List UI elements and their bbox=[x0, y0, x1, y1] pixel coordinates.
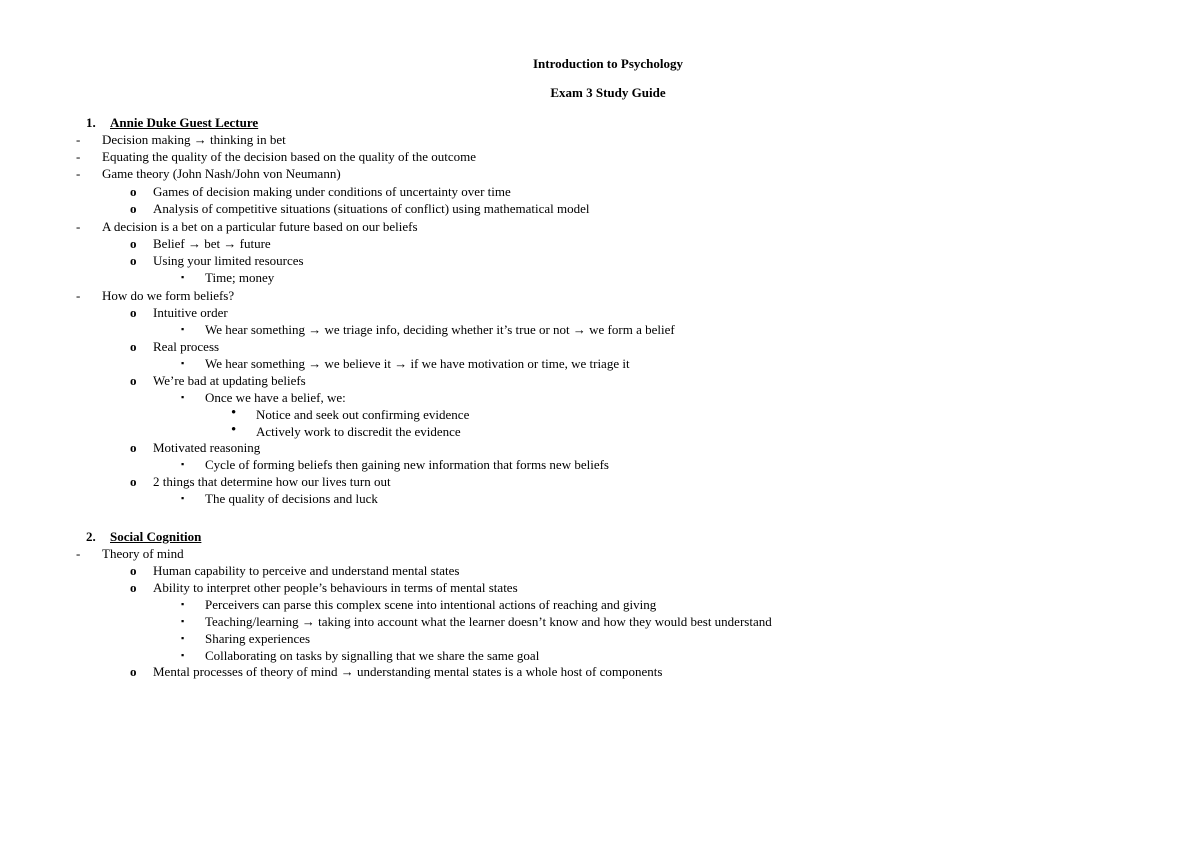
outline-item-l2 bbox=[0, 473, 1200, 490]
outline-item-l4 bbox=[0, 423, 1200, 440]
item-text: Belief → bet → future bbox=[153, 236, 271, 251]
bullet-marker: o bbox=[130, 339, 137, 354]
bullet-marker: - bbox=[76, 288, 81, 303]
outline-item-l3 bbox=[0, 647, 1200, 664]
outline-item-l1 bbox=[0, 218, 1200, 235]
bullet-marker: ▪ bbox=[181, 459, 185, 469]
section-title: Social Cognition bbox=[110, 529, 202, 544]
item-text: Cycle of forming beliefs then gaining new information that forms new beliefs bbox=[205, 457, 609, 472]
outline-item-l2 bbox=[0, 439, 1200, 456]
bullet-marker: o bbox=[130, 440, 137, 455]
item-text: Decision making → thinking in bet bbox=[102, 132, 286, 147]
outline-item-l1 bbox=[0, 287, 1200, 304]
bullet-marker: - bbox=[76, 219, 81, 234]
outline-item-l3 bbox=[0, 269, 1200, 286]
bullet-marker: ▪ bbox=[181, 616, 185, 626]
item-text: We’re bad at updating beliefs bbox=[153, 373, 306, 388]
item-text: Motivated reasoning bbox=[153, 440, 261, 455]
bullet-marker: • bbox=[231, 422, 237, 438]
item-text: Time; money bbox=[205, 270, 275, 285]
outline-item-l1 bbox=[0, 131, 1200, 148]
bullet-marker: - bbox=[76, 166, 81, 181]
item-text: Human capability to perceive and understand mental states bbox=[153, 563, 460, 578]
section-heading bbox=[0, 528, 1200, 545]
item-text: Equating the quality of the decision based on the quality of the outcome bbox=[102, 149, 477, 164]
bullet-marker: o bbox=[130, 201, 137, 216]
bullet-marker: o bbox=[130, 664, 137, 679]
bullet-marker: o bbox=[130, 184, 137, 199]
outline-item-l2 bbox=[0, 304, 1200, 321]
item-text: A decision is a bet on a particular future based on our beliefs bbox=[102, 219, 418, 234]
outline-item-l2 bbox=[0, 663, 1200, 680]
outline-item-l3 bbox=[0, 596, 1200, 613]
outline-item-l2 bbox=[0, 183, 1200, 200]
outline-item-l1 bbox=[0, 165, 1200, 182]
outline-item-l2 bbox=[0, 579, 1200, 596]
outline-item-l3 bbox=[0, 321, 1200, 338]
outline-item-l1 bbox=[0, 545, 1200, 562]
bullet-marker: ▪ bbox=[181, 650, 185, 660]
outline-item-l2 bbox=[0, 252, 1200, 269]
section-title: Annie Duke Guest Lecture bbox=[110, 115, 259, 130]
section-number: 2. bbox=[86, 529, 96, 544]
bullet-marker: o bbox=[130, 474, 137, 489]
bullet-marker: - bbox=[76, 132, 81, 147]
item-text: Intuitive order bbox=[153, 305, 228, 320]
bullet-marker: ▪ bbox=[181, 272, 185, 282]
bullet-marker: o bbox=[130, 580, 137, 595]
outline-item-l2 bbox=[0, 372, 1200, 389]
item-text: Sharing experiences bbox=[205, 631, 311, 646]
document-title: Introduction to Psychology bbox=[533, 56, 683, 71]
item-text: Game theory (John Nash/John von Neumann) bbox=[102, 166, 341, 181]
item-text: Mental processes of theory of mind → understanding mental states is a whole host of components bbox=[153, 664, 663, 679]
item-text: How do we form beliefs? bbox=[102, 288, 235, 303]
outline-item-l3 bbox=[0, 490, 1200, 507]
item-text: Games of decision making under conditions of uncertainty over time bbox=[153, 184, 511, 199]
bullet-marker: ▪ bbox=[181, 599, 185, 609]
section-heading bbox=[0, 114, 1200, 131]
outline-item-l2 bbox=[0, 235, 1200, 252]
item-text: Theory of mind bbox=[102, 546, 184, 561]
item-text: The quality of decisions and luck bbox=[205, 491, 378, 506]
item-text: Once we have a belief, we: bbox=[205, 390, 346, 405]
bullet-marker: ▪ bbox=[181, 392, 185, 402]
item-text: 2 things that determine how our lives turn out bbox=[153, 474, 391, 489]
bullet-marker: o bbox=[130, 236, 137, 251]
bullet-marker: o bbox=[130, 305, 137, 320]
outline-item-l1 bbox=[0, 148, 1200, 165]
bullet-marker: o bbox=[130, 563, 137, 578]
item-text: We hear something → we believe it → if we have motivation or time, we triage it bbox=[205, 356, 630, 371]
item-text: Real process bbox=[153, 339, 220, 354]
outline-item-l2 bbox=[0, 200, 1200, 217]
outline-item-l3 bbox=[0, 630, 1200, 647]
bullet-marker: - bbox=[76, 149, 81, 164]
section-number: 1. bbox=[86, 115, 96, 130]
item-text: Ability to interpret other people’s behaviours in terms of mental states bbox=[153, 580, 518, 595]
outline-item-l4 bbox=[0, 406, 1200, 423]
item-text: Notice and seek out confirming evidence bbox=[256, 407, 470, 422]
bullet-marker: ▪ bbox=[181, 358, 185, 368]
outline-item-l3 bbox=[0, 613, 1200, 630]
outline-item-l3 bbox=[0, 456, 1200, 473]
outline-item-l2 bbox=[0, 338, 1200, 355]
bullet-marker: - bbox=[76, 546, 81, 561]
item-text: Using your limited resources bbox=[153, 253, 304, 268]
item-text: Perceivers can parse this complex scene into intentional actions of reaching and giving bbox=[205, 597, 657, 612]
document-subtitle: Exam 3 Study Guide bbox=[550, 85, 666, 100]
outline-item-l3 bbox=[0, 389, 1200, 406]
bullet-marker: o bbox=[130, 373, 137, 388]
bullet-marker: • bbox=[231, 405, 237, 421]
bullet-marker: ▪ bbox=[181, 633, 185, 643]
bullet-marker: o bbox=[130, 253, 137, 268]
item-text: Analysis of competitive situations (situations of conflict) using mathematical model bbox=[153, 201, 590, 216]
item-text: We hear something → we triage info, deciding whether it’s true or not → we form a belief bbox=[205, 322, 675, 337]
item-text: Actively work to discredit the evidence bbox=[256, 424, 461, 439]
bullet-marker: ▪ bbox=[181, 493, 185, 503]
item-text: Teaching/learning → taking into account what the learner doesn’t know and how they would best understand bbox=[205, 614, 772, 629]
item-text: Collaborating on tasks by signalling that we share the same goal bbox=[205, 648, 540, 663]
outline-item-l3 bbox=[0, 355, 1200, 372]
bullet-marker: ▪ bbox=[181, 324, 185, 334]
outline-item-l2 bbox=[0, 562, 1200, 579]
